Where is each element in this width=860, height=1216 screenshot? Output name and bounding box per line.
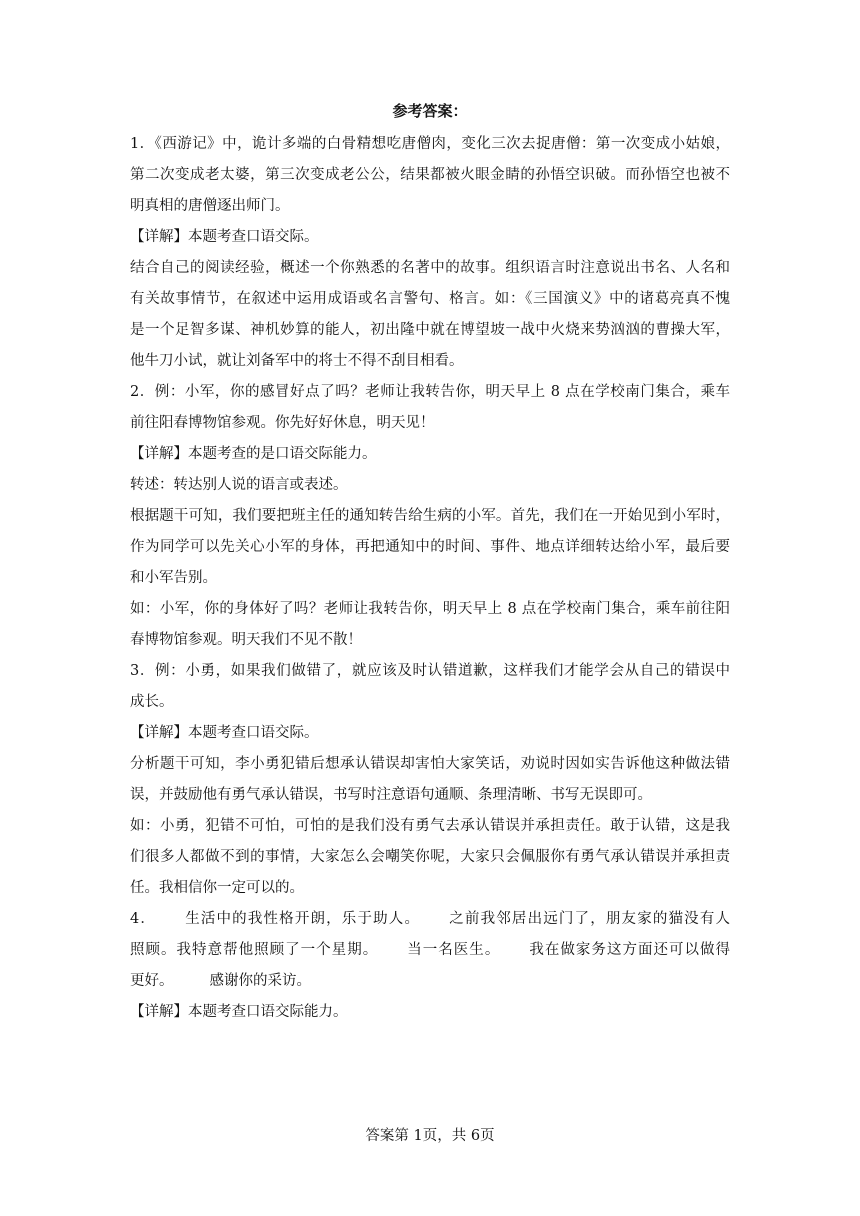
text-line: 3．例：小勇，如果我们做错了，就应该及时认错道歉，这样我们才能学会从自己的错误中 xyxy=(130,663,730,679)
q4-answer-3: 当一名医生。 xyxy=(406,942,501,958)
q4-number: 4． xyxy=(130,911,157,927)
text-line: 任。我相信你一定可以的。 xyxy=(130,880,304,896)
answer-content xyxy=(130,129,730,1028)
text-line: 分析题干可知，李小勇犯错后想承认错误却害怕大家笑话，劝说时因如实告诉他这种做法错 xyxy=(130,756,730,772)
text-line: 如：小勇，犯错不可怕，可怕的是我们没有勇气去承认错误并承担责任。敢于认错，这是我 xyxy=(130,818,730,834)
page-title: 参考答案： xyxy=(392,102,468,120)
text-line: 作为同学可以先关心小军的身体，再把通知中的时间、事件、地点详细转达给小军，最后要 xyxy=(130,539,730,555)
text-line: 结合自己的阅读经验，概述一个你熟悉的名著中的故事。组织语言时注意说出书名、人名和 xyxy=(130,260,730,276)
text-line: 误，并鼓励他有勇气承认错误，书写时注意语句通顺、条理清晰、书写无误即可。 xyxy=(130,787,652,803)
text-line: 他牛刀小试，就让刘备军中的将士不得不刮目相看。 xyxy=(130,353,464,369)
q4-answer-5: 感谢你的采访。 xyxy=(209,973,311,989)
text-line: 转述：转达别人说的语言或表述。 xyxy=(130,477,348,493)
q4-answer-2-cont: 照顾。我特意帮他照顾了一个星期。 xyxy=(130,942,379,958)
text-line: 如：小军，你的身体好了吗？老师让我转告你，明天早上 8 点在学校南门集合，乘车前往阳 xyxy=(130,601,730,617)
q4-answer-1: 生活中的我性格开朗，乐于助人。 xyxy=(184,911,421,927)
q4-line-2 xyxy=(130,935,730,966)
q4-answer-2: 之前我邻居出远门了，朋友家的猫没有人 xyxy=(448,911,730,927)
text-line: 是一个足智多谋、神机妙算的能人，初出隆中就在博望坡一战中火烧来势汹汹的曹操大军， xyxy=(130,322,730,338)
text-line: 2．例：小军，你的感冒好点了吗？老师让我转告你，明天早上 8 点在学校南门集合，乘车 xyxy=(130,384,730,400)
q4-answer-4-cont: 更好。 xyxy=(130,973,174,989)
text-line: 【详解】本题考查口语交际。 xyxy=(130,725,319,741)
text-line: 成长。 xyxy=(130,694,174,710)
q4-line-3 xyxy=(130,966,730,997)
q4-detail: 【详解】本题考查口语交际能力。 xyxy=(130,1004,348,1020)
text-line: 根据题干可知，我们要把班主任的通知转告给生病的小军。首先，我们在一开始见到小军时， xyxy=(130,508,730,524)
text-line: 【详解】本题考查口语交际。 xyxy=(130,229,319,245)
text-line: 【详解】本题考查的是口语交际能力。 xyxy=(130,446,377,462)
text-line: 前往阳春博物馆参观。你先好好休息，明天见！ xyxy=(130,415,435,431)
text-line: 春博物馆参观。明天我们不见不散！ xyxy=(130,632,362,648)
answer-lines xyxy=(130,129,730,904)
text-line: 们很多人都做不到的事情，大家怎么会嘲笑你呢，大家只会佩服你有勇气承认错误并承担责 xyxy=(130,849,730,865)
text-line: 第二次变成老太婆，第三次变成老公公，结果都被火眼金睛的孙悟空识破。而孙悟空也被不 xyxy=(130,167,730,183)
q4-answer-4: 我在做家务这方面还可以做得 xyxy=(528,942,730,958)
text-line: 明真相的唐僧逐出师门。 xyxy=(130,198,290,214)
text-line: 有关故事情节，在叙述中运用成语或名言警句、格言。如：《三国演义》中的诸葛亮真不愧 xyxy=(130,291,730,307)
page-footer: 答案第 1页，共 6页 xyxy=(365,1128,495,1144)
text-line: 和小军告别。 xyxy=(130,570,217,586)
text-line: 1．《西游记》中，诡计多端的白骨精想吃唐僧肉，变化三次去捉唐僧：第一次变成小姑娘， xyxy=(130,136,730,152)
q4-line-1 xyxy=(130,904,730,935)
